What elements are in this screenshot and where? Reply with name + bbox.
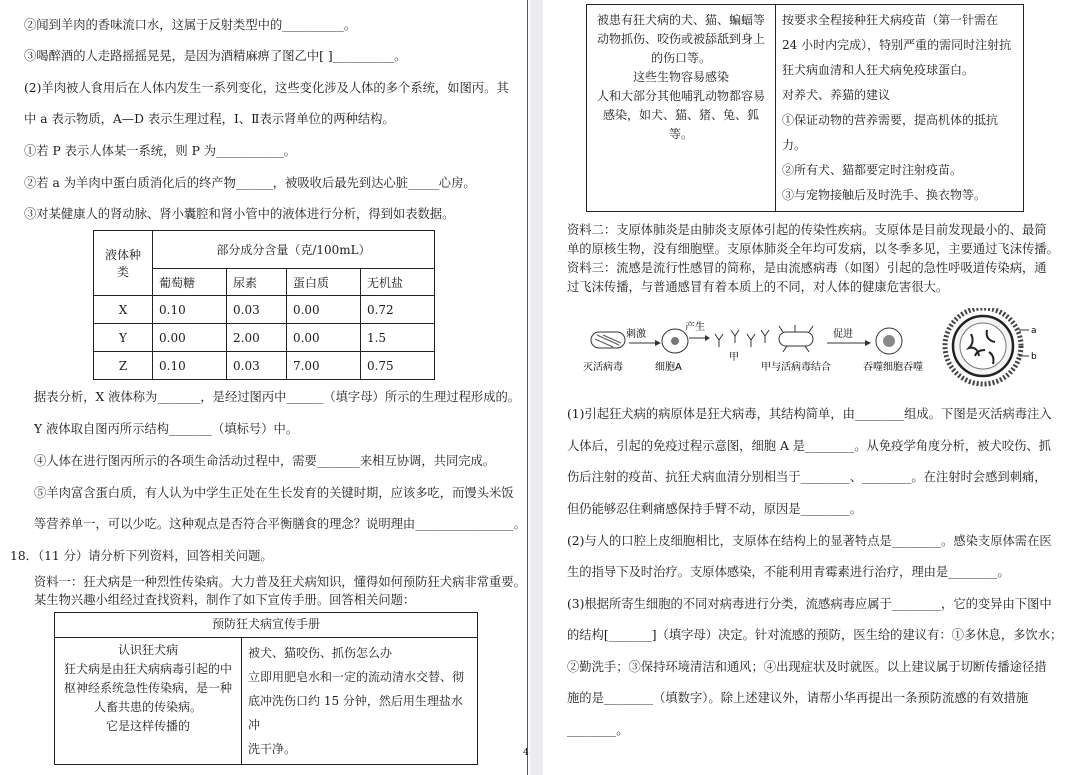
table-cell: 0.75 (360, 352, 434, 380)
table-cell: 0.03 (227, 352, 287, 380)
handbook-cell-left: 认识狂犬病 狂犬病是由狂犬病病毒引起的中 枢神经系统急性传染病，是一种 人畜共患的传染病。 它是这样传播的 (55, 638, 242, 765)
table-cell: 0.00 (286, 324, 360, 352)
question-line: 但仍能够忍住剩痛感保持手臂不动，原因是________。 (567, 502, 863, 516)
antibody-virus-complex-icon (779, 325, 813, 352)
question-heading: 18．（11 分）请分析下列资料，回答相关问题。 (10, 549, 273, 563)
table-col-protein: 蛋白质 (286, 269, 360, 296)
table-row (94, 324, 435, 352)
immune-process-diagram (583, 308, 1063, 398)
question-line: 某生物兴趣小组经过查找资料，制作了如下宣传手册。回答相关问题： (34, 593, 416, 607)
inactivated-virus-icon (591, 332, 625, 348)
handbook-title: 预防狂犬病宣传手册 (55, 613, 478, 638)
label-promote: 促进 (833, 329, 853, 340)
question-line: 据表分析，X 液体称为_______，是经过图丙中______（填字母）所示的生理过程形成的。 (34, 390, 521, 404)
question-line: 资料一：狂犬病是一种烈性传染病。大力普及狂犬病知识，懂得如何预防狂犬病非常重要。 (34, 575, 526, 589)
phagocyte-icon (876, 328, 902, 354)
question-line: ②闻到羊肉的香味流口水，这属于反射类型中的__________。 (24, 18, 357, 32)
label-combine: 甲与活病毒结合 (761, 362, 831, 373)
question-line: 生的指导下及时治疗。支原体感染，不能利用青霉素进行治疗，理由是________。 (567, 565, 1010, 579)
question-line: 中 a 表示物质，A—D 表示生理过程，Ⅰ、Ⅱ表示肾单位的两种结构。 (24, 112, 395, 126)
material-line: 过飞沫传播，与普通感冒有着本质上的不同，对人体的健康危害很大。 (567, 280, 949, 294)
question-line: (2)羊肉被人食用后在人体内发生一系列变化，这些变化涉及人体的多个系统，如图丙。其 (24, 81, 509, 95)
arrowhead-icon (705, 335, 710, 341)
label-b: b (1031, 352, 1037, 362)
row-label: X (94, 296, 153, 324)
question-line: (1)引起狂犬病的病原体是狂犬病毒，其结构简单，由________组成。下图是灭活病毒注入 (567, 407, 1052, 421)
antibody-icon (715, 330, 769, 347)
question-line: 的结构[_______]（填字母）决定。针对流感的预防，医生给的建议有：①多休息，多饮水； (567, 628, 1063, 642)
table-cell: 1.5 (360, 324, 434, 352)
table-cell: 0.00 (153, 324, 227, 352)
table-cell: 0.72 (360, 296, 434, 324)
question-line: ________。 (567, 723, 629, 737)
question-line: ③对某健康人的肾动脉、肾小囊腔和肾小管中的液体进行分析，得到如表数据。 (24, 207, 455, 221)
influenza-virus-icon (945, 308, 1021, 384)
label-jia: 甲 (729, 352, 739, 363)
label-a: a (1031, 326, 1037, 336)
label-stimulate: 刺激 (626, 329, 646, 340)
table-head-liquid: 液体种类 (94, 231, 153, 296)
question-line: (2)与人的口腔上皮细胞相比，支原体在结构上的显著特点是________。感染支原体需在医 (567, 534, 1052, 548)
page-number: 4 (523, 748, 529, 758)
table-row (94, 352, 435, 380)
row-label: Y (94, 324, 153, 352)
row-label: Z (94, 352, 153, 380)
table-cell: 0.10 (153, 352, 227, 380)
arrowhead-icon (865, 340, 871, 346)
question-line: ②若 a 为羊肉中蛋白质消化后的终产物______，被吸收后最先到达心脏_____心房。 (24, 176, 476, 190)
label-produce: 产生 (685, 322, 705, 333)
left-page (0, 0, 530, 775)
question-line: ⑤羊肉富含蛋白质，有人认为中学生正处在生长发育的关键时期，应该多吃，而馒头米饭 (34, 486, 514, 500)
right-page (543, 0, 1080, 775)
table-cell: 0.03 (227, 296, 287, 324)
label-inactivated-virus: 灭活病毒 (583, 362, 623, 373)
question-line: ①若 P 表示人体某一系统，则 P 为___________。 (24, 144, 296, 158)
question-line: (3)根据所寄生细胞的不同对病毒进行分类，流感病毒应属于________，它的变异由下图中 (567, 597, 1052, 611)
material-line: 资料三：流感是流行性感冒的简称，是由流感病毒（如图）引起的急性呼吸道传染病，通 (567, 261, 1047, 275)
table-row (94, 296, 435, 324)
question-line: 施的是________（填数字）。除上述建议外，请帮小华再提出一条预防流感的有效措施 (567, 691, 1029, 705)
table-cell: 0.00 (286, 296, 360, 324)
handbook-cell-left: 被患有狂犬病的犬、猫、蝙蝠等 动物抓伤、咬伤或被舔舐到身上 的伤口等。 这些生物容易感染 人和大部分其他哺乳动物都容易 感染，如犬、猫、猪、兔、狐等。 (587, 5, 776, 212)
label-phagocytosis: 吞噬细胞吞噬 (863, 362, 923, 373)
table-head-group: 部分成分含量（克/100mL） (153, 231, 435, 269)
table-col-glucose: 葡萄糖 (153, 269, 227, 296)
handbook-table-continued (586, 4, 1024, 212)
handbook-table (54, 612, 478, 765)
question-line: 等营养单一，可以少吃。这种观点是否符合平衡膳食的理念？说明理由________________。 (34, 517, 526, 531)
material-line: 单的原核生物，没有细胞壁。支原体肺炎全年均可发病，以冬季多见，主要通过飞沫传播。 (567, 242, 1059, 256)
question-line: ③喝醉酒的人走路摇摇晃晃，是因为酒精麻痹了图乙中[ ]__________。 (24, 49, 407, 63)
table-cell: 7.00 (286, 352, 360, 380)
question-line: 伤后注射的疫苗、抗狂犬病血清分别相当于________、________。在注射时会感到刺痛， (567, 470, 1047, 484)
question-line: Y 液体取自图丙所示结构_______（填标号）中。 (34, 422, 299, 436)
question-line: 人体后，引起的免疫过程示意图，细胞 A 是________。从免疫学角度分析，被犬咬伤、抓 (567, 439, 1051, 453)
table-col-salt: 无机盐 (360, 269, 434, 296)
question-line: ④人体在进行图丙所示的各项生命活动过程中，需要_______来相互协调，共同完成。 (34, 454, 496, 468)
page-divider (527, 0, 528, 775)
handbook-cell-right: 被犬、猫咬伤、抓伤怎么办 立即用肥皂水和一定的流动清水交替、彻 底冲洗伤口约 15 分钟，然后用生理盐水冲 洗干净。 (242, 638, 478, 765)
fluid-table (93, 230, 435, 380)
question-line: ②勤洗手；③保持环境清洁和通风；④出现症状及时就医。以上建议属于切断传播途径措 (567, 660, 1047, 674)
table-cell: 0.10 (153, 296, 227, 324)
label-cell-a: 细胞A (655, 362, 682, 373)
material-line: 资料二：支原体肺炎是由肺炎支原体引起的传染性疾病。支原体是目前发现最小的、最简 (567, 223, 1047, 237)
table-col-urea: 尿素 (227, 269, 287, 296)
table-cell: 2.00 (227, 324, 287, 352)
arrowhead-icon (655, 340, 661, 346)
handbook-cell-right: 按要求全程接种狂犬病疫苗（第一针需在 24 小时内完成），特别严重的需同时注射抗 狂犬病血清和人狂犬病免疫球蛋白。 对养犬、养猫的建议 ①保证动物的营养需要，提高机体的抵抗 力。 ②所有犬、猫都要定时注射疫苗。 ③与宠物接触后及时洗手、换衣物等。 (776, 5, 1024, 212)
